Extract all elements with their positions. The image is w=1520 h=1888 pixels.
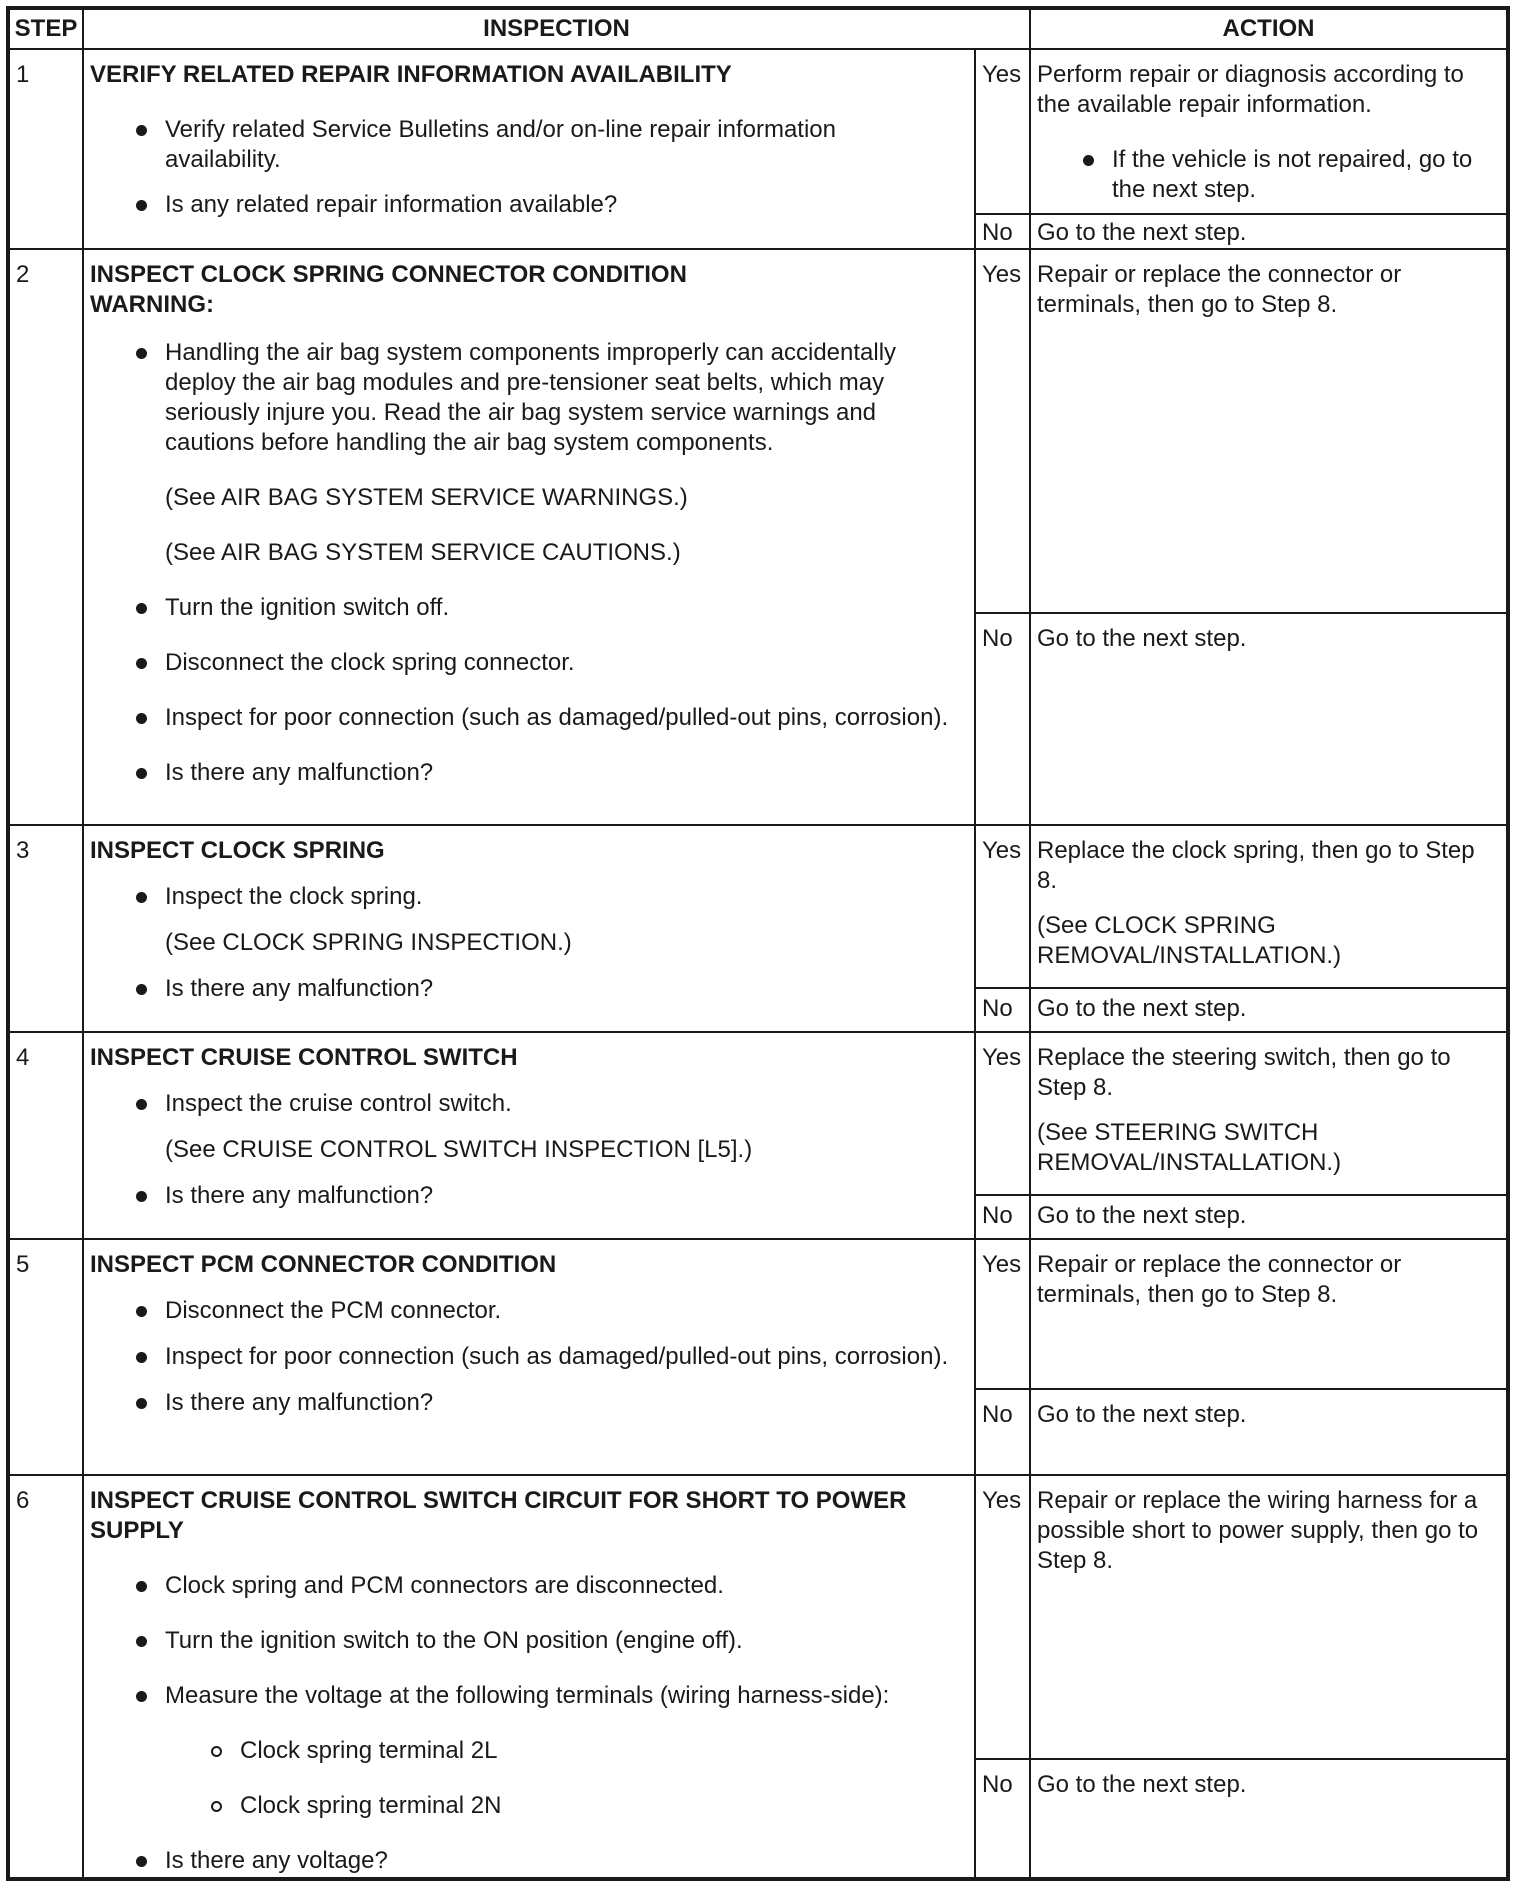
yes-action: Repair or replace the connector or terminals, then go to Step 8. [1030, 249, 1508, 613]
no-label: No [975, 214, 1030, 249]
list-item: Is any related repair information available? [90, 190, 950, 220]
list-item: Clock spring terminal 2N [90, 1791, 950, 1821]
yes-action: Replace the steering switch, then go to Step 8. (See STEERING SWITCH REMOVAL/INSTALLATION.) [1030, 1032, 1508, 1195]
bullet-icon [136, 1352, 147, 1363]
step-title: INSPECT CRUISE CONTROL SWITCH CIRCUIT FOR SHORT TO POWER SUPPLY [90, 1487, 907, 1544]
step-title: INSPECT CRUISE CONTROL SWITCH [90, 1044, 518, 1071]
bullet-icon [136, 603, 147, 614]
yes-label: Yes [975, 1032, 1030, 1195]
step-row [8, 1239, 1508, 1389]
bullet-icon [136, 1636, 147, 1647]
step-number: 5 [8, 1239, 83, 1475]
bullet-list [90, 974, 950, 1004]
step-row [8, 825, 1508, 988]
bullet-icon [136, 1398, 147, 1409]
see-reference: (See CLOCK SPRING REMOVAL/INSTALLATION.) [1037, 912, 1342, 969]
bullet-icon [136, 984, 147, 995]
circle-bullet-icon [211, 1801, 222, 1812]
bullet-icon [136, 200, 147, 211]
yes-label: Yes [975, 49, 1030, 214]
no-action: Go to the next step. [1030, 613, 1508, 825]
no-action: Go to the next step. [1030, 988, 1508, 1032]
step-number: 6 [8, 1475, 83, 1879]
bullet-icon [136, 1191, 147, 1202]
list-item: Is there any malfunction? [90, 1181, 950, 1211]
bullet-icon [136, 1856, 147, 1867]
see-reference: (See CRUISE CONTROL SWITCH INSPECTION [L5].) [165, 1136, 753, 1163]
list-item: Inspect for poor connection (such as damaged/pulled-out pins, corrosion). [90, 703, 950, 733]
bullet-list [90, 593, 950, 788]
bullet-icon [136, 768, 147, 779]
step-number: 2 [8, 249, 83, 825]
bullet-icon [136, 1581, 147, 1592]
bullet-icon [136, 125, 147, 136]
step-number: 4 [8, 1032, 83, 1239]
see-reference: (See AIR BAG SYSTEM SERVICE CAUTIONS.) [165, 539, 681, 566]
bullet-list [90, 115, 950, 220]
bullet-list [90, 1089, 950, 1119]
see-reference: (See STEERING SWITCH REMOVAL/INSTALLATION.) [1037, 1119, 1342, 1176]
step-number: 3 [8, 825, 83, 1032]
list-item: Verify related Service Bulletins and/or on-line repair information availability. [90, 115, 950, 175]
bullet-icon [136, 348, 147, 359]
list-item: Inspect the cruise control switch. [90, 1089, 950, 1119]
yes-label: Yes [975, 825, 1030, 988]
bullet-list [90, 1846, 950, 1876]
header-action: ACTION [1030, 8, 1508, 49]
header-inspection: INSPECTION [83, 8, 1030, 49]
no-action: Go to the next step. [1030, 214, 1508, 249]
see-reference: (See CLOCK SPRING INSPECTION.) [165, 929, 572, 956]
list-item: Turn the ignition switch to the ON position (engine off). [90, 1626, 950, 1656]
step-number: 1 [8, 49, 83, 249]
yes-action: Repair or replace the connector or terminals, then go to Step 8. [1030, 1239, 1508, 1389]
list-item: Is there any voltage? [90, 1846, 950, 1876]
step-inspection [83, 1475, 975, 1879]
list-item: If the vehicle is not repaired, go to the next step. [1037, 145, 1496, 205]
bullet-icon [136, 892, 147, 903]
bullet-icon [136, 1099, 147, 1110]
list-item: Is there any malfunction? [90, 1388, 950, 1418]
bullet-icon [136, 658, 147, 669]
list-item: Turn the ignition switch off. [90, 593, 950, 623]
yes-label: Yes [975, 249, 1030, 613]
list-item: Measure the voltage at the following terminals (wiring harness-side): [90, 1681, 950, 1711]
header-row [8, 8, 1508, 49]
no-action: Go to the next step. [1030, 1195, 1508, 1239]
step-inspection [83, 49, 975, 249]
no-label: No [975, 1759, 1030, 1879]
bullet-list [90, 338, 950, 458]
list-item: Clock spring terminal 2L [90, 1736, 950, 1766]
step-row [8, 49, 1508, 214]
bullet-list [90, 1296, 950, 1418]
no-action: Go to the next step. [1030, 1389, 1508, 1475]
bullet-icon [1083, 155, 1094, 166]
yes-action: Perform repair or diagnosis according to the available repair information. If the vehicle is not repaired, go to the next step. [1030, 49, 1508, 214]
step-title: INSPECT CLOCK SPRING CONNECTOR CONDITION [90, 261, 687, 288]
list-item: Disconnect the PCM connector. [90, 1296, 950, 1326]
step-title: INSPECT CLOCK SPRING [90, 837, 385, 864]
circle-bullet-icon [211, 1746, 222, 1757]
list-item: Inspect for poor connection (such as damaged/pulled-out pins, corrosion). [90, 1342, 950, 1372]
list-item: Disconnect the clock spring connector. [90, 648, 950, 678]
bullet-icon [136, 713, 147, 724]
bullet-icon [136, 1691, 147, 1702]
step-inspection [83, 1032, 975, 1239]
step-row [8, 1475, 1508, 1759]
step-inspection [83, 249, 975, 825]
terminal-list [90, 1736, 950, 1821]
no-label: No [975, 988, 1030, 1032]
step-title: VERIFY RELATED REPAIR INFORMATION AVAILABILITY [90, 61, 732, 88]
yes-action: Repair or replace the wiring harness for a possible short to power supply, then go to Step 8. [1030, 1475, 1508, 1759]
no-label: No [975, 1195, 1030, 1239]
step-inspection [83, 1239, 975, 1475]
step-row [8, 1032, 1508, 1195]
list-item: Is there any malfunction? [90, 974, 950, 1004]
diagnostic-procedure-table [6, 6, 1510, 1881]
yes-label: Yes [975, 1475, 1030, 1759]
bullet-list [90, 1181, 950, 1211]
no-action: Go to the next step. [1030, 1759, 1508, 1879]
list-item: Is there any malfunction? [90, 758, 950, 788]
step-title: INSPECT PCM CONNECTOR CONDITION [90, 1251, 557, 1278]
list-item: Handling the air bag system components improperly can accidentally deploy the air bag modules and pre-tensioner seat belts, which may seriously injure you. Read the air bag system service warnings and cautions before handling the air bag system components. [90, 338, 950, 458]
see-reference: (See AIR BAG SYSTEM SERVICE WARNINGS.) [165, 484, 688, 511]
step-inspection [83, 825, 975, 1032]
warning-label: WARNING: [90, 291, 214, 318]
bullet-list [90, 882, 950, 912]
list-item: Inspect the clock spring. [90, 882, 950, 912]
no-label: No [975, 613, 1030, 825]
yes-label: Yes [975, 1239, 1030, 1389]
bullet-icon [136, 1306, 147, 1317]
yes-action: Replace the clock spring, then go to Step 8. (See CLOCK SPRING REMOVAL/INSTALLATION.) [1030, 825, 1508, 988]
bullet-list [90, 1571, 950, 1711]
step-row [8, 249, 1508, 613]
header-step: STEP [8, 8, 83, 49]
no-label: No [975, 1389, 1030, 1475]
list-item: Clock spring and PCM connectors are disconnected. [90, 1571, 950, 1601]
